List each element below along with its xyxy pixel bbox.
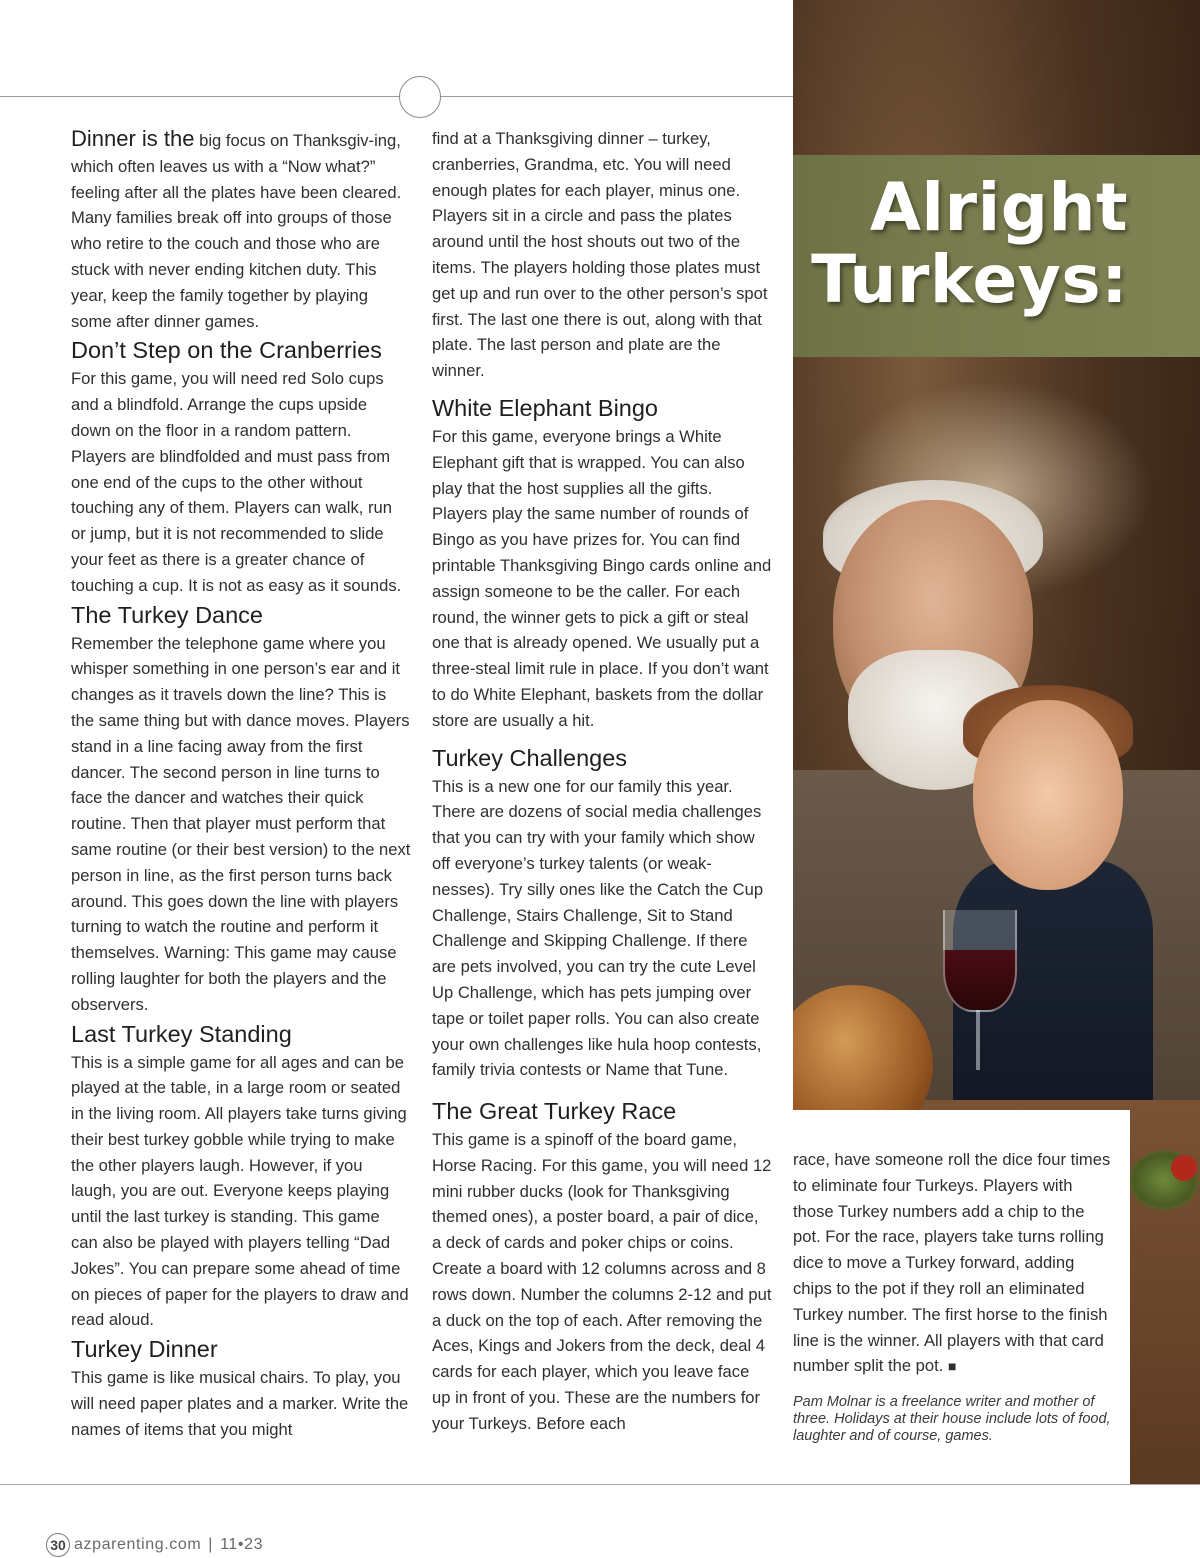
section-heading-last-turkey: Last Turkey Standing <box>71 1020 292 1047</box>
wine-glass <box>943 910 1017 1012</box>
section-body-white-elephant: For this game, everyone brings a White Elephant gift that is wrapped. You can also play that the host supplies all the gifts. Players play the same number of rounds of Bingo as you have prizes for. You can find printable Thanksgiving Bingo cards online and assign someone to be the caller. For each round, the winner gets to pick a gift or steal one that is already opened. We usually put a three-steal limit rule in place. If you don’t want to do White Elephant, baskets from the dollar store are usually a hit. <box>432 426 772 730</box>
section-heading-cranberries: Don’t Step on the Cranberries <box>71 337 382 364</box>
intro-lead: Dinner is the <box>71 126 195 151</box>
section-body-turkey-race-part-2 <box>793 1147 1111 1380</box>
title-line-2: Turkeys: <box>811 241 1128 318</box>
title-line-1: Alright <box>869 169 1128 246</box>
column-1 <box>71 126 411 1443</box>
section-body-challenges: This is a new one for our family this year. There are dozens of social media challenges that you can try with your family which show off everyone’s turkey talents (or weak-nesses). Try silly ones like the Catch the Cup Challenge, Stairs Challenge, Sit to Stand Challenge and Skipping Challenge. If there are pets involved, you can try the cute Level Up Challenge, which has pets jumping over tape or toilet paper rolls. You can also create your own challenges like hula hoop contests, family trivia contests or Name that Tune. <box>432 776 764 1080</box>
turkey-race-text-2: race, have someone roll the dice four times to eliminate four Turkeys. Players with those Turkey numbers add a chip to the pot. For the race, players take turns rolling dice to move a Turkey forward, adding chips to the pot if they roll an eliminated Turkey number. The first horse to the finish line is the winner. All players with that card number split the pot. <box>793 1150 1111 1376</box>
author-bio: Pam Molnar is a freelance writer and mother of three. Holidays at their house include lots of food, laughter and of course, games. <box>793 1394 1111 1445</box>
footer-issue: 11•23 <box>220 1536 264 1553</box>
top-rule <box>0 96 793 97</box>
intro-text: big focus on Thanksgiv-ing, which often leaves us with a “Now what?” feeling after all the plates have been cleared. Many families break off into groups of those who retire to the couch and those who are stuck with never ending kitchen duty. This year, keep the family together by playing some after dinner games. <box>71 131 402 331</box>
footer-separator: | <box>208 1536 214 1553</box>
section-body-last-turkey: This is a simple game for all ages and can be played at the table, in a large room or seated in the living room. All players take turns giving their best turkey gobble while trying to make the other players laugh. However, if you laugh, you are out. Everyone keeps playing until the last turkey is standing. This game can also be played with players telling “Dad Jokes”. You can prepare some ahead of time on pieces of paper for the players to draw and read aloud. <box>71 1052 409 1330</box>
turkey-race-text-1: This game is a spinoff of the board game, Horse Racing. For this game, you will need 12 mini rubber ducks (look for Thanksgiving themed ones), a poster board, a pair of dice, a deck of cards and poker chips or coins. Create a board with 12 columns across and 8 rows down. Number the columns 2-12 and put a duck on the top of each. After removing the Aces, Kings and Jokers from the deck, deal 4 cards for each player, which you leave face up in front of you. These are the numbers for your Turkeys. Before each <box>432 1130 772 1433</box>
page-number: 30 <box>46 1533 70 1557</box>
section-heading-white-elephant: White Elephant Bingo <box>432 394 659 421</box>
column-3 <box>793 1147 1111 1445</box>
section-body-turkey-dinner-part-2 <box>432 126 772 384</box>
footer-site: azparenting.com <box>74 1536 202 1553</box>
intro-paragraph <box>71 126 411 334</box>
section-body-cranberries: For this game, you will need red Solo cups and a blindfold. Arrange the cups upside down on the floor in a random pattern. Players are blindfolded and must pass from one end of the cups to the other without touching any of them. Players can walk, run or jump, but it is not recommended to slide your feet as there is a greater chance of touching a cup. It is not as easy as it sounds. <box>71 369 402 595</box>
article-title <box>811 169 1128 318</box>
section-heading-turkey-race: The Great Turkey Race <box>432 1098 677 1125</box>
turkey-dinner-text-1: This game is like musical chairs. To play, you will need paper plates and a marker. Write the names of items that you might <box>71 1368 409 1439</box>
section-heading-turkey-dance: The Turkey Dance <box>71 601 264 628</box>
section-body-turkey-dinner-part-1 <box>71 1365 411 1442</box>
bottom-rule <box>0 1484 1200 1485</box>
section-body-turkey-race-part-1 <box>432 1127 772 1437</box>
end-mark-icon: ■ <box>947 1358 957 1375</box>
section-heading-challenges: Turkey Challenges <box>432 744 628 771</box>
footer <box>46 1533 263 1557</box>
column-2 <box>432 126 772 1437</box>
turkey-dinner-text-2: find at a Thanksgiving dinner – turkey, cranberries, Grandma, etc. You will need enough plates for each player, minus one. Players sit in a circle and pass the plates around until the host shouts out two of the items. The players holding those plates must get up and run over to the other person’s spot first. The last one there is out, along with that plate. The last person and plate are the winner. <box>432 129 768 381</box>
section-body-turkey-dance: Remember the telephone game where you whisper something in one person’s ear and it changes as it travels down the line? This is the same thing but with dance moves. Players stand in a line facing away from the first dancer. The second person in line turns to face the dancer and watches their quick routine. Then that player must perform that same routine (or their best version) to the next person in line, as the first person turns back around. This goes down the line with players turning to watch the routine and perform it themselves. Warning: This game may cause rolling laughter for both the players and the observers. <box>71 633 411 1014</box>
top-circle-ornament <box>399 76 441 118</box>
section-heading-turkey-dinner: Turkey Dinner <box>71 1336 218 1363</box>
